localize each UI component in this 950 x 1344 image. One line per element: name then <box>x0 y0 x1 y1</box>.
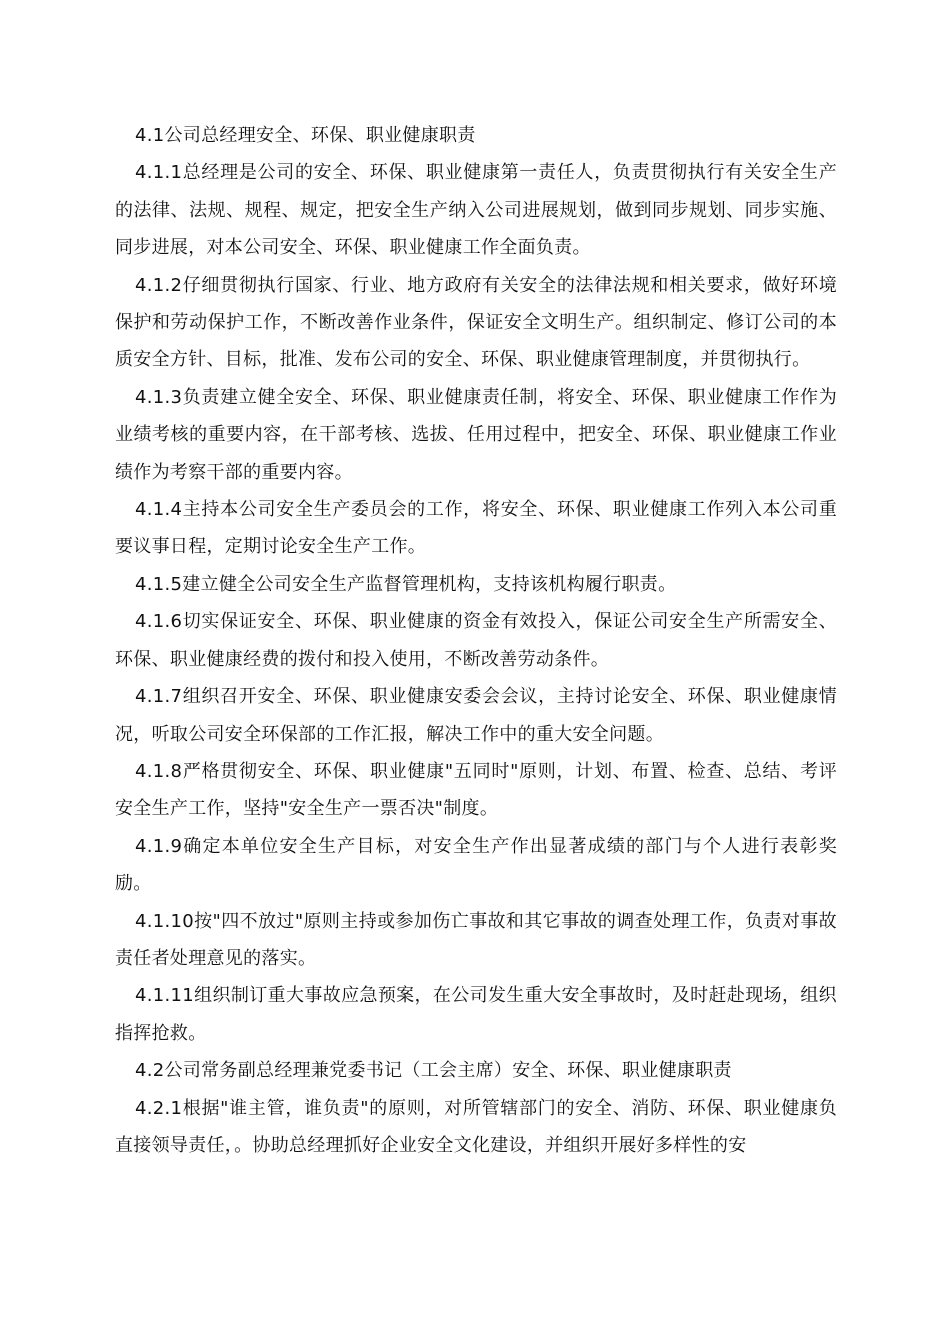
document-body <box>115 117 837 1164</box>
section-heading-4-2: 4.2公司常务副总经理兼党委书记（工会主席）安全、环保、职业健康职责 <box>135 1060 732 1082</box>
clause-4-1-11: 4.1.11组织制订重大事故应急预案，在公司发生重大安全事故时，及时赶赴现场，组织指挥抢救。 <box>115 985 837 1044</box>
clause-4-1-10: 4.1.10按"四不放过"原则主持或参加伤亡事故和其它事故的调查处理工作，负责对事故责任者处理意见的落实。 <box>115 910 837 969</box>
clause-4-1-1: 4.1.1总经理是公司的安全、环保、职业健康第一责任人，负责贯彻执行有关安全生产的法律、法规、规程、规定，把安全生产纳入公司进展规划，做到同步规划、同步实施、同步进展，对本公司安全、环保、职业健康工作全面负责。 <box>115 162 837 259</box>
clause-4-2-1: 4.2.1根据"谁主管，谁负责"的原则，对所管辖部门的安全、消防、环保、职业健康负直接领导责任，。协助总经理抓好企业安全文化建设，并组织开展好多样性的安 <box>115 1097 837 1156</box>
clause-4-1-4: 4.1.4主持本公司安全生产委员会的工作，将安全、环保、职业健康工作列入本公司重要议事日程，定期讨论安全生产工作。 <box>115 499 837 558</box>
clause-4-1-2: 4.1.2仔细贯彻执行国家、行业、地方政府有关安全的法律法规和相关要求，做好环境保护和劳动保护工作，不断改善作业条件，保证安全文明生产。组织制定、修订公司的本质安全方针、目标，批准、发布公司的安全、环保、职业健康管理制度，并贯彻执行。 <box>115 274 837 371</box>
clause-4-1-9: 4.1.9确定本单位安全生产目标，对安全生产作出显著成绩的部门与个人进行表彰奖励。 <box>115 835 837 895</box>
clause-4-1-5: 4.1.5建立健全公司安全生产监督管理机构，支持该机构履行职责。 <box>135 573 677 595</box>
clause-4-1-7: 4.1.7组织召开安全、环保、职业健康安委会会议，主持讨论安全、环保、职业健康情况，听取公司安全环保部的工作汇报，解决工作中的重大安全问题。 <box>115 686 837 745</box>
clause-4-1-8: 4.1.8严格贯彻安全、环保、职业健康"五同时"原则，计划、布置、检查、总结、考评安全生产工作，坚持"安全生产一票否决"制度。 <box>115 760 837 820</box>
clause-4-1-3: 4.1.3负责建立健全安全、环保、职业健康责任制，将安全、环保、职业健康工作作为业绩考核的重要内容，在干部考核、选拔、任用过程中，把安全、环保、职业健康工作业绩作为考察干部的重要内容。 <box>115 386 837 483</box>
clause-4-1-6: 4.1.6切实保证安全、环保、职业健康的资金有效投入，保证公司安全生产所需安全、环保、职业健康经费的拨付和投入使用，不断改善劳动条件。 <box>115 611 837 670</box>
section-heading-4-1: 4.1公司总经理安全、环保、职业健康职责 <box>135 125 476 146</box>
